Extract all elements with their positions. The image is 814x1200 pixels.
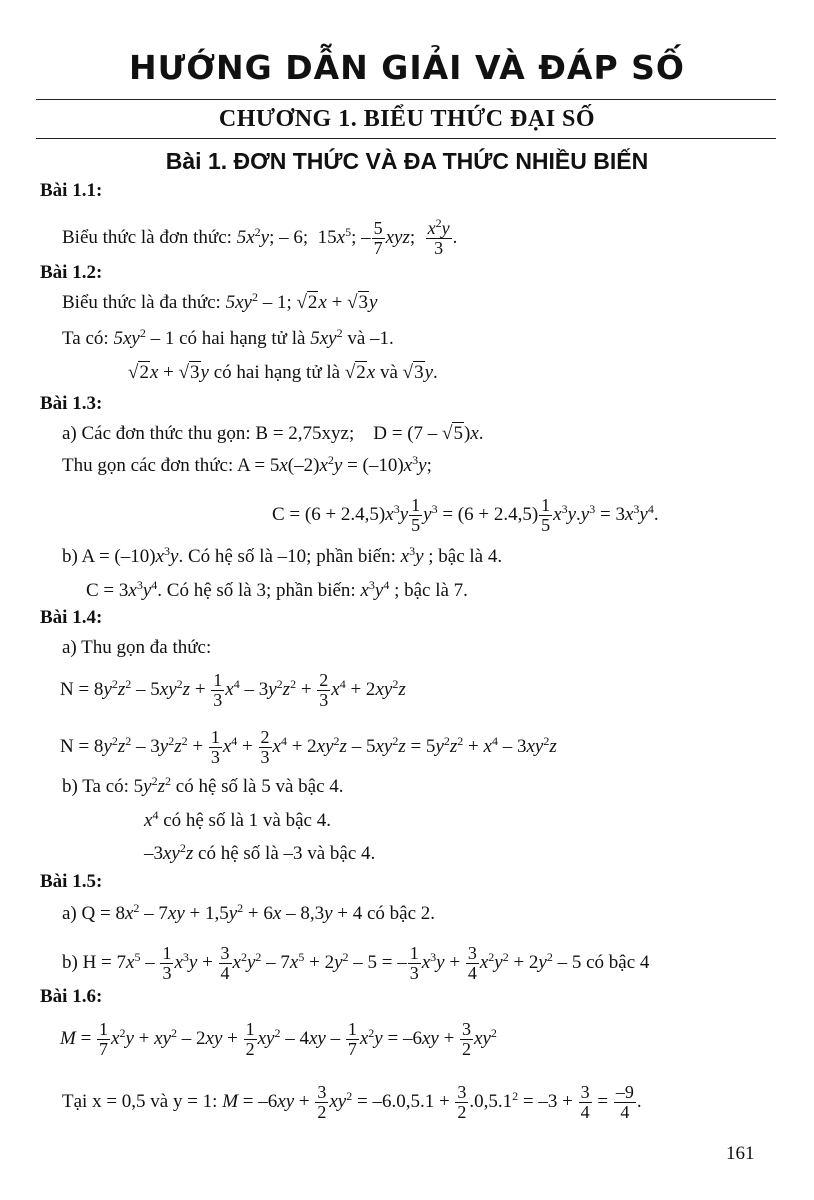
formula: $5x^2y$; – 6; $15x^5$; – $\frac{5}{7}$ xyz; $\frac{x^2y}{3}$ . xyxy=(236,216,458,258)
text: b) xyxy=(62,951,78,973)
exercise-line xyxy=(60,1020,497,1059)
exercise-line xyxy=(144,843,375,866)
formula: $Q = 8x^2 - 7xy + 1,5y^2 + 6x - 8,3y + 4$ xyxy=(81,901,363,924)
text: và xyxy=(347,328,366,349)
exercise-line xyxy=(272,496,659,535)
text: . Có hệ số là –10; phần biến: xyxy=(178,546,396,567)
exercise-line xyxy=(62,944,649,983)
lesson-title: Bài 1. ĐƠN THỨC VÀ ĐA THỨC NHIỀU BIẾN xyxy=(165,148,649,174)
formula: √2x xyxy=(344,362,376,383)
formula: B = 2,75xyz; D = (7 – √5)x. xyxy=(255,423,484,444)
page-number: 161 xyxy=(726,1143,755,1164)
formula: $5xy^2 - 1$ xyxy=(113,326,175,349)
exercise-line xyxy=(62,637,211,660)
text: có hai hạng tử là xyxy=(179,328,306,349)
exercise-line xyxy=(62,546,502,569)
text: Biểu thức là đa thức: xyxy=(62,292,221,313)
exercise-line xyxy=(62,903,435,926)
text: có bậc 4 xyxy=(586,951,650,973)
exercise-line xyxy=(128,362,438,385)
formula: $H = 7x^5$ – $\frac{1}{3}$ $x^3y$ + $\frac{3}{4}$ $x^2y^2 - 7x^5 + 2y^2 - 5$ = – $\frac{1}{3}$ $x^3y$ + $\frac{3}{4}$ $x^2y^2 + 2y^2 - 5$ xyxy=(82,943,582,983)
formula: $x^3y^4$ xyxy=(360,578,390,601)
text: a) Thu gọn đa thức: xyxy=(62,637,212,658)
exercise-line xyxy=(62,776,344,799)
exercise-label: Bài 1.5: xyxy=(40,871,103,892)
formula: $5y^2z^2$ xyxy=(133,774,172,797)
exercise-line xyxy=(62,423,484,446)
exercise-line xyxy=(62,1083,642,1122)
text: a) xyxy=(62,903,77,924)
exercise-line xyxy=(62,455,432,478)
main-title: HƯỚNG DẪN GIẢI VÀ ĐÁP SỐ xyxy=(129,48,685,87)
text: Ta có: xyxy=(62,328,109,349)
text: b) Ta có: xyxy=(62,776,129,797)
text: có hệ số là 1 và bậc 4. xyxy=(163,810,331,831)
formula: $5xy^2 - 1$; √2x + √3y xyxy=(225,290,378,313)
formula: √2x + √3y xyxy=(128,362,209,383)
text: Biểu thức là đơn thức: xyxy=(62,226,232,248)
formula: $C = (6 + 2.4,5)x^3y$ $\frac{1}{5}$ $y^3 = (6 + 2.4,5)$ $\frac{1}{5}$ $x^3y.y^3 = 3x^3y^4$. xyxy=(272,495,659,535)
exercise-label: Bài 1.2: xyxy=(40,262,103,283)
text: Thu gọn các đơn thức: xyxy=(62,455,234,476)
formula: $x^3y$ xyxy=(400,544,424,567)
exercise-line xyxy=(62,216,458,258)
text: . Có hệ số là 3; phần biến: xyxy=(157,580,356,601)
formula: $N = 8y^2z^2 - 5xy^2z$ + $\frac{1}{3}$ $x^4 - 3y^2z^2$ + $\frac{2}{3}$ $x^4 + 2xy^2z$ xyxy=(60,670,406,710)
formula: $A = (-10)x^3y$ xyxy=(81,544,179,567)
exercise-line xyxy=(62,328,394,351)
text: có hai hạng tử là xyxy=(213,362,341,383)
title-divider-bottom xyxy=(36,138,776,139)
text: có hệ số là –3 và bậc 4. xyxy=(198,843,376,864)
formula: $-3xy^2z$ xyxy=(144,841,194,864)
formula: $5xy^2$ xyxy=(310,326,343,349)
formula: $C = 3x^3y^4$ xyxy=(86,578,158,601)
text: và xyxy=(379,362,398,383)
formula: √3y. xyxy=(402,362,438,383)
exercise-line xyxy=(60,671,406,710)
formula: $A = 5x(-2)x^2y = (-10)x^3y$; xyxy=(236,453,432,476)
formula: –1. xyxy=(370,328,394,349)
formula: $N = 8y^2z^2 - 3y^2z^2$ + $\frac{1}{3}$ $x^4$ + $\frac{2}{3}$ $x^4 + 2xy^2z - 5xy^2z = 5y^2z^2 + x^4 - 3xy^2z$ xyxy=(60,727,557,767)
chapter-title: CHƯƠNG 1. BIỂU THỨC ĐẠI SỐ xyxy=(218,106,596,132)
exercise-line xyxy=(144,810,331,833)
exercise-label: Bài 1.6: xyxy=(40,986,103,1007)
exercise-line xyxy=(60,728,557,767)
exercise-line xyxy=(62,292,377,315)
title-divider-top xyxy=(36,99,776,100)
formula: M = $\frac{1}{7}$ $x^2y + xy^2 - 2xy$ + $\frac{1}{2}$ $xy^2 - 4xy$ – $\frac{1}{7}$ $x^2y = -6xy$ + $\frac{3}{2}$ $xy^2$ xyxy=(60,1019,497,1059)
formula: $x^4$ xyxy=(144,808,159,831)
text: có bậc 2. xyxy=(366,903,436,924)
text: Tại x = 0,5 và y = 1: xyxy=(62,1090,218,1112)
exercise-label: Bài 1.1: xyxy=(40,180,103,201)
text: ; bậc là 7. xyxy=(394,580,468,601)
exercise-label: Bài 1.3: xyxy=(40,393,103,414)
exercise-line xyxy=(86,580,468,603)
text: ; bậc là 4. xyxy=(428,546,503,567)
formula: M = –6xy + $\frac{3}{2}$ $xy^2 = -6.0,5.1$ + $\frac{3}{2}$ $.0,5.1^2 = -3$ + $\frac{3}{4}$ = $\frac{-9}{4}$ . xyxy=(222,1082,642,1122)
text: có hệ số là 5 và bậc 4. xyxy=(175,776,344,797)
exercise-label: Bài 1.4: xyxy=(40,607,103,628)
text: a) Các đơn thức thu gọn: xyxy=(62,423,251,444)
text: b) xyxy=(62,546,78,567)
